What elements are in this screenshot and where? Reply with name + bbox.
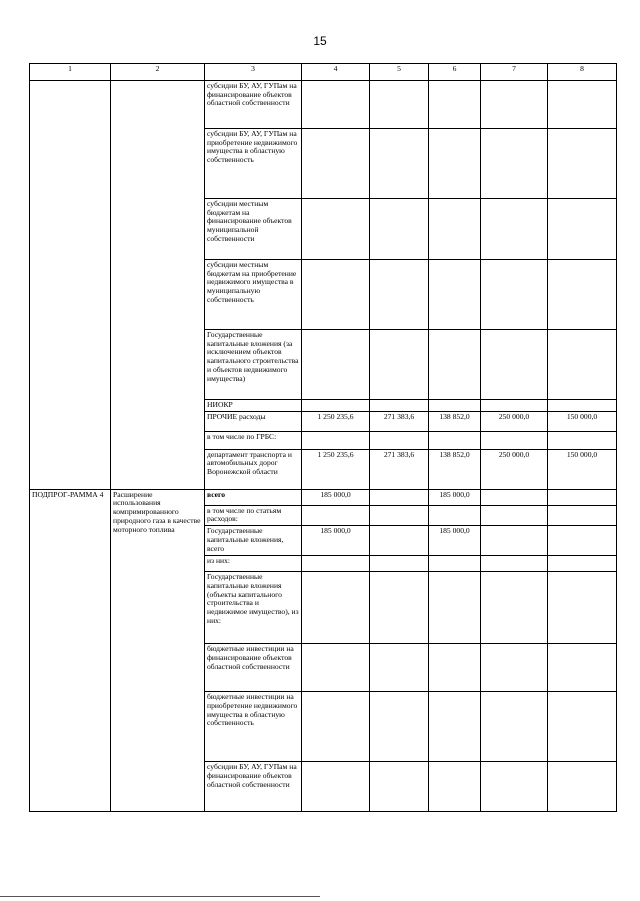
value-cell (302, 644, 370, 692)
value-cell (302, 260, 370, 330)
value-cell: 1 250 235,6 (302, 411, 370, 431)
column-header: 5 (370, 64, 429, 81)
value-cell (302, 692, 370, 762)
value-cell (548, 556, 617, 572)
value-cell (429, 129, 481, 199)
value-cell (429, 644, 481, 692)
budget-table (29, 63, 617, 812)
value-cell: 185 000,0 (429, 489, 481, 505)
subprogram-title: ПОДПРОГ-РАММА 4 (30, 489, 111, 811)
value-cell (302, 129, 370, 199)
value-cell (481, 129, 548, 199)
column-header: 3 (205, 64, 302, 81)
value-cell (370, 644, 429, 692)
row-label: Государственные капитальные вложения (за исключением объектов капитального строительства и объектов недвижимого имущества) (205, 330, 302, 400)
value-cell (481, 489, 548, 505)
value-cell (548, 199, 617, 260)
row-label: Государственные капитальные вложения (объекты капитального строительства и недвижимое имущество), из них: (205, 572, 302, 644)
value-cell: 150 000,0 (548, 449, 617, 489)
value-cell: 250 000,0 (481, 449, 548, 489)
value-cell (481, 572, 548, 644)
value-cell (481, 199, 548, 260)
value-cell (481, 526, 548, 556)
row-label: субсидии БУ, АУ, ГУПам на приобретение недвижимого имущества в областную собственность (205, 129, 302, 199)
value-cell: 1 250 235,6 (302, 449, 370, 489)
column-header: 8 (548, 64, 617, 81)
value-cell (548, 489, 617, 505)
value-cell (302, 505, 370, 525)
value-cell (548, 572, 617, 644)
value-cell (481, 260, 548, 330)
value-cell (302, 572, 370, 644)
value-cell (429, 692, 481, 762)
value-cell (370, 400, 429, 412)
value-cell (481, 400, 548, 412)
value-cell (370, 199, 429, 260)
row-label: субсидии местным бюджетам на приобретение недвижимого имущества в муниципальную собственность (205, 260, 302, 330)
value-cell (481, 81, 548, 129)
value-cell (370, 505, 429, 525)
row-label: департамент транспорта и автомобильных дорог Воронежской области (205, 449, 302, 489)
value-cell (302, 762, 370, 812)
value-cell (370, 556, 429, 572)
value-cell (429, 330, 481, 400)
row-label: в том числе по ГРБС: (205, 431, 302, 449)
value-cell (548, 762, 617, 812)
row-label: бюджетные инвестиции на финансирование объектов областной собственности (205, 644, 302, 692)
value-cell (481, 644, 548, 692)
value-cell (548, 431, 617, 449)
row-label: НИОКР (205, 400, 302, 412)
value-cell (302, 556, 370, 572)
value-cell (548, 505, 617, 525)
row-label: Государственные капитальные вложения, всего (205, 526, 302, 556)
value-cell (548, 260, 617, 330)
value-cell (429, 81, 481, 129)
value-cell: 138 852,0 (429, 449, 481, 489)
value-cell: 150 000,0 (548, 411, 617, 431)
program-cell-empty (30, 81, 111, 490)
value-cell: 185 000,0 (429, 526, 481, 556)
value-cell (548, 400, 617, 412)
value-cell: 271 383,6 (370, 411, 429, 431)
value-cell (429, 556, 481, 572)
row-label: в том числе по статьям расходов: (205, 505, 302, 525)
value-cell (302, 199, 370, 260)
value-cell (548, 330, 617, 400)
value-cell (370, 489, 429, 505)
value-cell (429, 762, 481, 812)
row-label: субсидии БУ, АУ, ГУПам на финансирование объектов областной собственности (205, 81, 302, 129)
value-cell (429, 505, 481, 525)
value-cell (548, 692, 617, 762)
row-label: субсидии БУ, АУ, ГУПам на финансирование объектов областной собственности (205, 762, 302, 812)
value-cell (370, 692, 429, 762)
value-cell (481, 556, 548, 572)
value-cell (548, 129, 617, 199)
value-cell (302, 431, 370, 449)
value-cell (429, 572, 481, 644)
header-row (30, 64, 617, 81)
table-row (30, 81, 617, 129)
value-cell (370, 129, 429, 199)
value-cell (429, 431, 481, 449)
row-label: бюджетные инвестиции на приобретение недвижимого имущества в областную собственность (205, 692, 302, 762)
column-header: 2 (111, 64, 205, 81)
column-header: 1 (30, 64, 111, 81)
row-label: субсидии местным бюджетам на финансирование объектов муниципальной собственности (205, 199, 302, 260)
row-label: всего (205, 489, 302, 505)
row-label: ПРОЧИЕ расходы (205, 411, 302, 431)
page-bottom-rule (0, 896, 320, 897)
program-desc-cell-empty (111, 81, 205, 490)
value-cell (481, 330, 548, 400)
column-header: 4 (302, 64, 370, 81)
value-cell (429, 260, 481, 330)
row-label: из них: (205, 556, 302, 572)
value-cell (370, 526, 429, 556)
value-cell (481, 431, 548, 449)
value-cell (481, 505, 548, 525)
value-cell (429, 400, 481, 412)
value-cell (370, 572, 429, 644)
subprogram-description: Расширение использования компримированного природного газа в качестве моторного топлива (111, 489, 205, 811)
value-cell (370, 260, 429, 330)
value-cell (370, 330, 429, 400)
value-cell: 138 852,0 (429, 411, 481, 431)
value-cell: 185 000,0 (302, 489, 370, 505)
value-cell: 185 000,0 (302, 526, 370, 556)
table-row (30, 489, 617, 505)
value-cell (481, 692, 548, 762)
value-cell (302, 81, 370, 129)
value-cell (302, 400, 370, 412)
value-cell (548, 81, 617, 129)
value-cell: 250 000,0 (481, 411, 548, 431)
value-cell (429, 199, 481, 260)
value-cell (370, 81, 429, 129)
value-cell (548, 644, 617, 692)
value-cell (370, 762, 429, 812)
value-cell (548, 526, 617, 556)
column-header: 7 (481, 64, 548, 81)
value-cell (370, 431, 429, 449)
value-cell (302, 330, 370, 400)
page-number: 15 (313, 34, 327, 48)
value-cell: 271 383,6 (370, 449, 429, 489)
value-cell (481, 762, 548, 812)
column-header: 6 (429, 64, 481, 81)
